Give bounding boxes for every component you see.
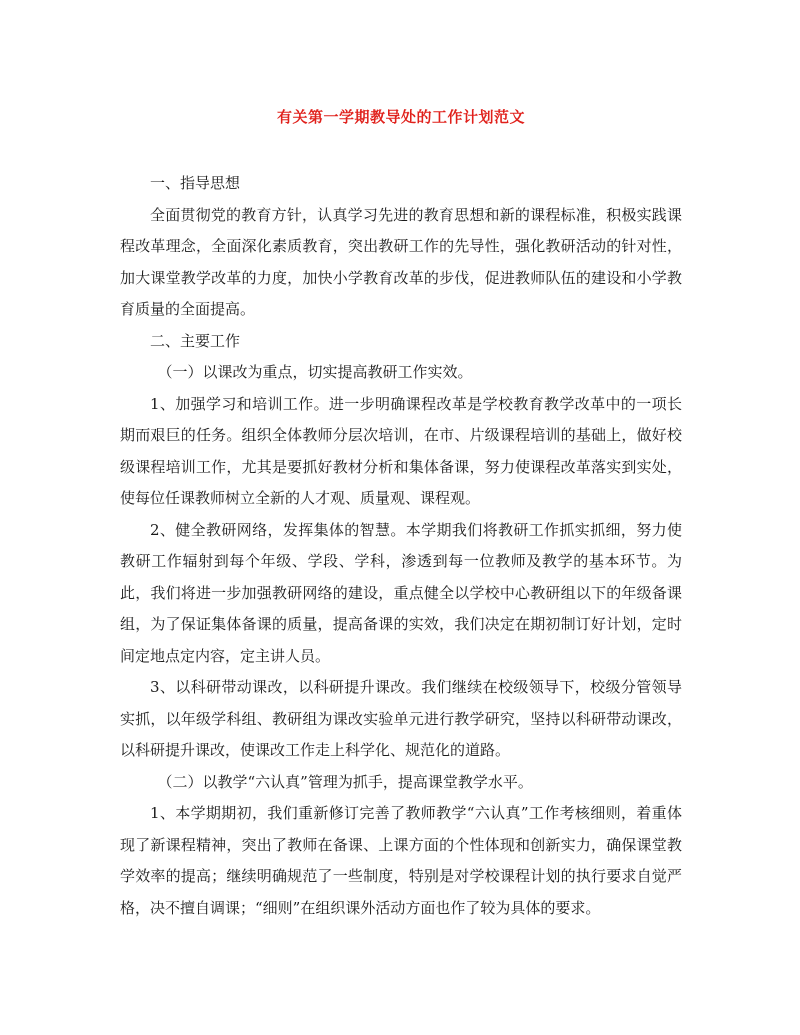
paragraph-research-driven-reform: 3、以科研带动课改，以科研提升课改。我们继续在校级领导下，校级分管领导实抓，以年级学科组、教研组为课改实验单元进行教学研究，坚持以科研带动课改，以科研提升课改，使课改工作走上科学化、规范化的道路。 <box>120 678 682 759</box>
document-body <box>120 168 682 924</box>
paragraph-research-network: 2、健全教研网络，发挥集体的智慧。本学期我们将教研工作抓实抓细，努力使教研工作辐射到每个年级、学段、学科，渗透到每一位教师及教学的基本环节。为此，我们将进一步加强教研网络的建设，重点健全以学校中心教研组以下的年级备课组，为了保证集体备课的质量，提高备课的实效，我们决定在期初制订好计划，定时间定地点定内容，定主讲人员。 <box>120 520 682 665</box>
document-title: 有关第一学期教导处的工作计划范文 <box>276 108 525 126</box>
section-heading-main-work: 二、主要工作 <box>150 331 241 350</box>
subsection-heading-curriculum-reform: （一）以课改为重点，切实提高教研工作实效。 <box>157 363 473 381</box>
paragraph-guiding-thought: 全面贯彻党的教育方针，认真学习先进的教育思想和新的课程标准，积极实践课程改革理念，全面深化素质教育，突出教研工作的先导性，强化教研活动的针对性，加大课堂教学改革的力度，加快小学教育改革的步伐，促进教师队伍的建设和小学教育质量的全面提高。 <box>120 205 682 318</box>
section-heading-guiding-thought: 一、指导思想 <box>150 174 241 192</box>
paragraph-six-earnest-rules: 1、本学期期初，我们重新修订完善了教师教学“六认真”工作考核细则，着重体现了新课程精神，突出了教师在备课、上课方面的个性体现和创新实力，确保课堂教学效率的提高；继续明确规范了一些制度，特别是对学校课程计划的执行要求自觉严格，决不擅自调课；“细则”在组织课外活动方面也作了较为具体的要求。 <box>120 804 682 917</box>
subsection-heading-six-earnest: （二）以教学“六认真”管理为抓手，提高课堂教学水平。 <box>157 772 533 791</box>
paragraph-study-training: 1、加强学习和培训工作。进一步明确课程改革是学校教育教学改革中的一项长期而艰巨的任务。组织全体教师分层次培训，在市、片级课程培训的基础上，做好校级课程培训工作，尤其是要抓好教材分析和集体备课，努力使课程改革落实到实处，使每位任课教师树立全新的人才观、质量观、课程观。 <box>120 394 682 507</box>
